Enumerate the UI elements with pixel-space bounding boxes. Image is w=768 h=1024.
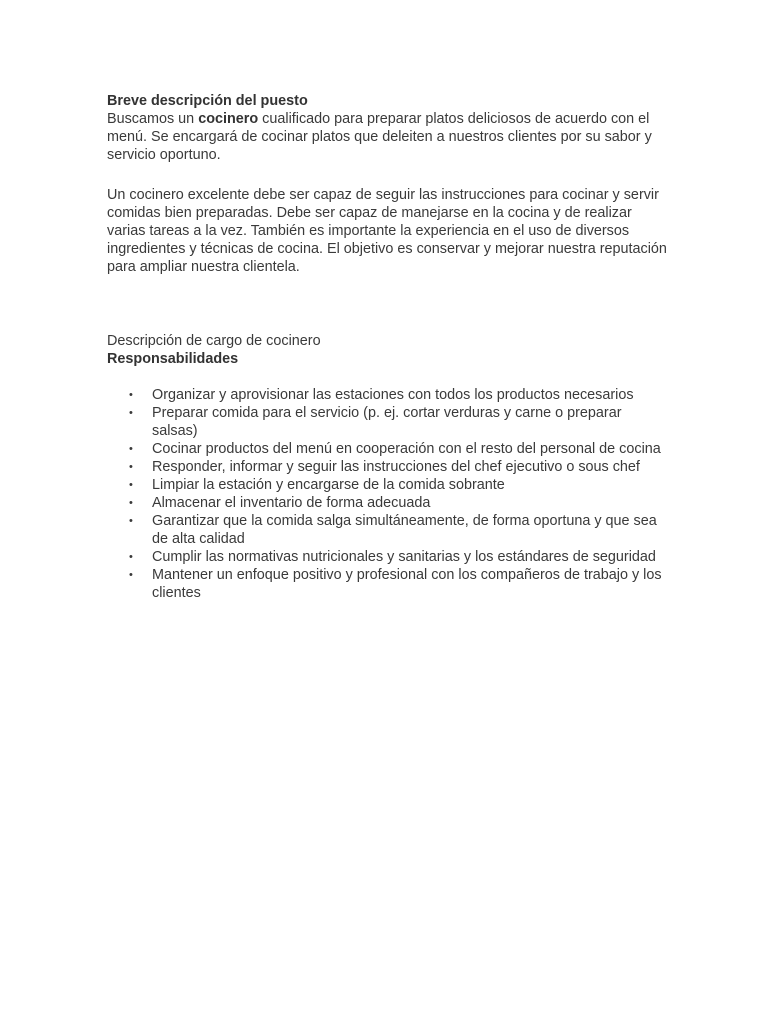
- bullet-icon: •: [129, 389, 133, 401]
- responsibilities-subtitle: Descripción de cargo de cocinero: [107, 333, 321, 349]
- list-item: [129, 566, 667, 602]
- bullet-icon: •: [129, 497, 133, 509]
- bullet-icon: •: [129, 551, 133, 563]
- bullet-icon: •: [129, 515, 133, 527]
- responsibilities-list: [107, 386, 667, 602]
- list-item-text: Mantener un enfoque positivo y profesional con los compañeros de trabajo y los clientes: [152, 567, 662, 601]
- list-item-text: Garantizar que la comida salga simultáneamente, de forma oportuna y que sea de alta calidad: [152, 513, 657, 547]
- list-item-text: Limpiar la estación y encargarse de la comida sobrante: [152, 477, 505, 493]
- list-item-text: Responder, informar y seguir las instrucciones del chef ejecutivo o sous chef: [152, 459, 640, 475]
- list-item-text: Preparar comida para el servicio (p. ej. cortar verduras y carne o preparar salsas): [152, 405, 622, 439]
- list-item: [129, 440, 667, 458]
- spacer: [107, 164, 667, 186]
- intro-text-start: Buscamos un: [107, 111, 199, 127]
- list-item: [129, 476, 667, 494]
- list-item: [129, 512, 667, 548]
- bullet-icon: •: [129, 461, 133, 473]
- list-item: [129, 458, 667, 476]
- intro-bold-word: cocinero: [198, 111, 259, 127]
- list-item-text: Organizar y aprovisionar las estaciones con todos los productos necesarios: [152, 387, 634, 403]
- bullet-icon: •: [129, 443, 133, 455]
- bullet-icon: •: [129, 407, 133, 419]
- list-item: [129, 494, 667, 512]
- list-item: [129, 386, 667, 404]
- document-content: [107, 92, 667, 602]
- bullet-icon: •: [129, 569, 133, 581]
- list-item-text: Cocinar productos del menú en cooperación con el resto del personal de cocina: [152, 441, 661, 457]
- list-item: [129, 404, 667, 440]
- spacer: [107, 368, 667, 386]
- summary-intro: [107, 110, 667, 164]
- responsibilities-heading: Responsabilidades: [107, 351, 239, 367]
- summary-heading: Breve descripción del puesto: [107, 93, 308, 109]
- summary-paragraph: Un cocinero excelente debe ser capaz de seguir las instrucciones para cocinar y servir comidas bien preparadas. Debe ser capaz de manejarse en la cocina y de realizar varias tareas a la vez. También es importante la experiencia en el uso de diversos ingredientes y técnicas de cocina. El objetivo es conservar y mejorar nuestra reputación para ampliar nuestra clientela.: [107, 187, 667, 275]
- list-item-text: Almacenar el inventario de forma adecuada: [152, 495, 431, 511]
- spacer: [107, 276, 667, 332]
- bullet-icon: •: [129, 479, 133, 491]
- list-item: [129, 548, 667, 566]
- list-item-text: Cumplir las normativas nutricionales y sanitarias y los estándares de seguridad: [152, 549, 656, 565]
- intro-text-end: cualificado para preparar platos deliciosos de acuerdo con el menú. Se encargará de cocinar platos que deleiten a nuestros clientes por su sabor y servicio oportuno.: [107, 111, 652, 163]
